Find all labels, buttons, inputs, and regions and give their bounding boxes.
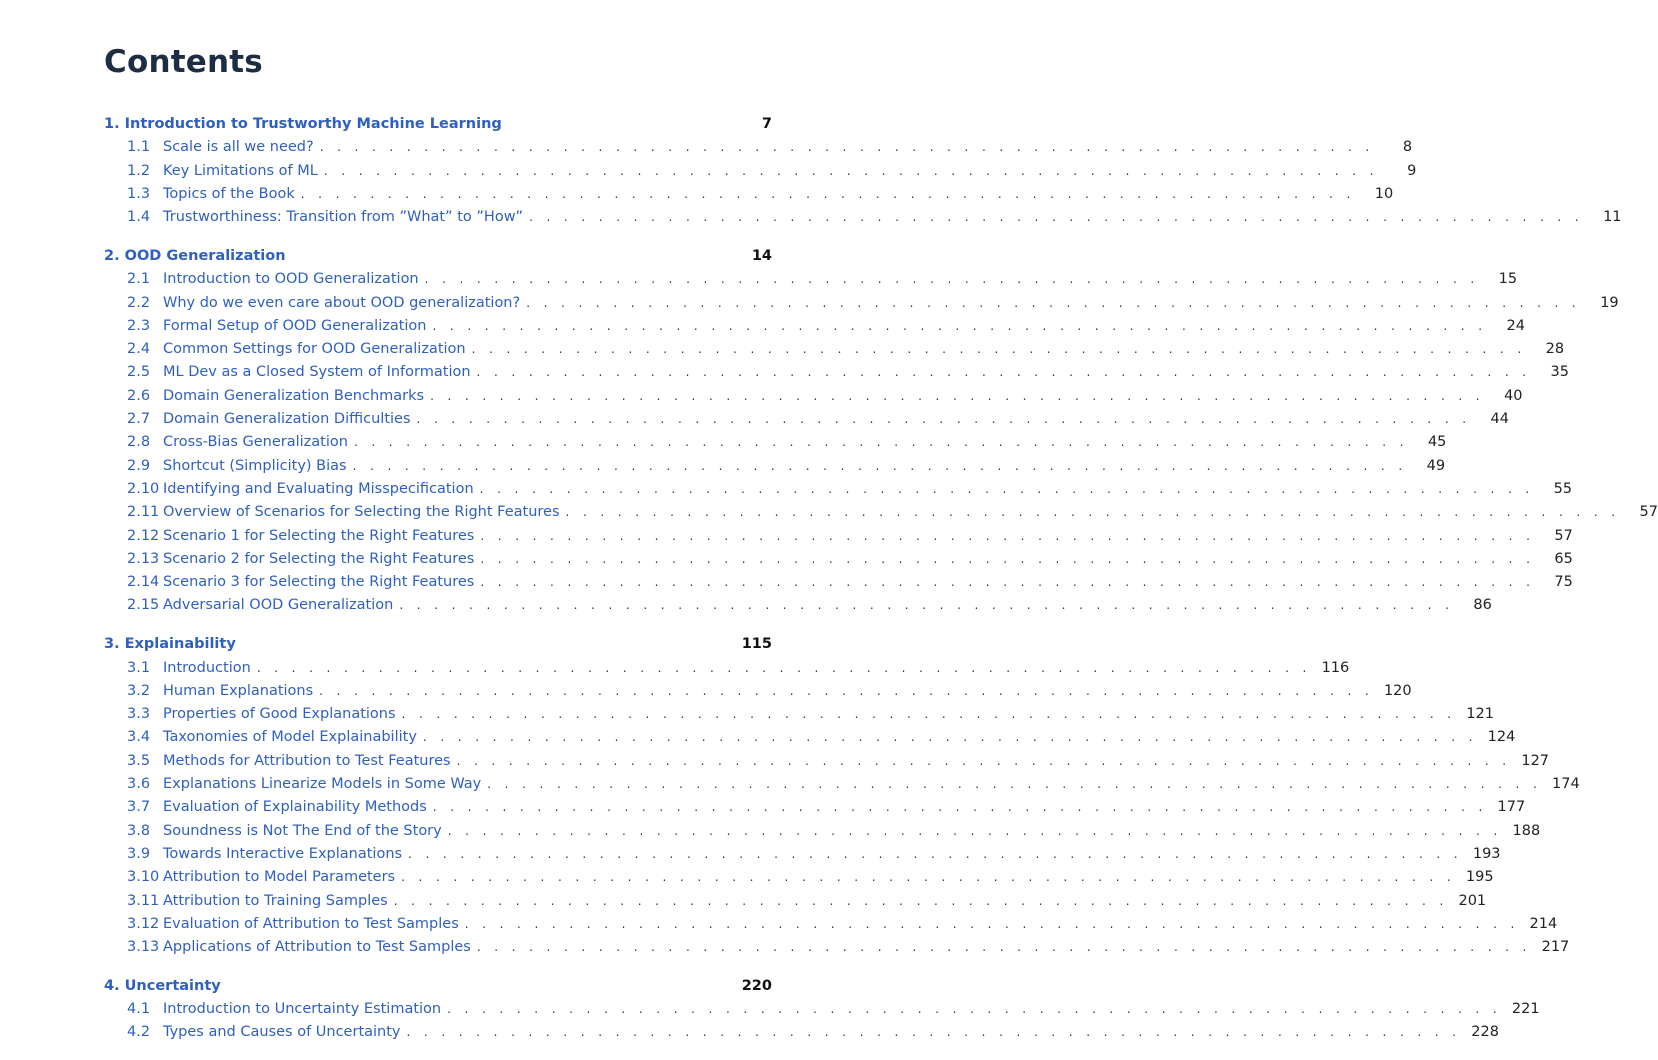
table-of-contents: [104, 113, 1658, 1060]
section-number[interactable]: 4.2: [127, 1024, 151, 1041]
section-title-link[interactable]: Shortcut (Simplicity) Bias: [163, 457, 347, 474]
dot-leader: . . . . . . . . . . . . . . . . . . . . . . . . . . . . . . . . . . . . . . . . . . . . . . . . . . . . . . . . . . . . .: [479, 481, 1535, 496]
toc-section-entry[interactable]: [104, 773, 1580, 796]
section-page-number: 15: [1498, 271, 1518, 288]
toc-section-entry[interactable]: [104, 890, 1487, 913]
section-page-number: 177: [1497, 799, 1526, 816]
section-title-link[interactable]: Taxonomies of Model Explainability: [163, 729, 417, 746]
section-number[interactable]: 1.3: [127, 185, 151, 202]
toc-section-entry[interactable]: [104, 750, 1550, 773]
toc-section-entry[interactable]: [104, 136, 1413, 159]
section-number[interactable]: 2.7: [127, 411, 151, 428]
section-page-number: 11: [1603, 209, 1622, 226]
section-page-number: 124: [1487, 729, 1516, 746]
section-title-link[interactable]: Scale is all we need?: [163, 139, 314, 156]
section-number[interactable]: 2.6: [127, 387, 151, 404]
dot-leader: . . . . . . . . . . . . . . . . . . . . . . . . . . . . . . . . . . . . . . . . . . . . . . . . . . . . . . . . . . . . .: [408, 846, 1463, 861]
dot-leader: . . . . . . . . . . . . . . . . . . . . . . . . . . . . . . . . . . . . . . . . . . . . . . . . . . . . . . . . . . . . .: [456, 753, 1512, 768]
section-title-link[interactable]: Formal Setup of OOD Generalization: [163, 317, 427, 334]
section-number[interactable]: 3.3: [127, 706, 151, 723]
toc-chapter: [104, 975, 1540, 1045]
toc-section-entry[interactable]: [104, 936, 1570, 959]
section-number[interactable]: 3.11: [127, 892, 160, 909]
dot-leader: . . . . . . . . . . . . . . . . . . . . . . . . . . . . . . . . . . . . . . . . . . . . . . . . . . . . . . . . . . . . .: [464, 916, 1520, 931]
toc-section-entry[interactable]: [104, 478, 1573, 501]
section-title-link[interactable]: Adversarial OOD Generalization: [163, 597, 394, 614]
dot-leader: . . . . . . . . . . . . . . . . . . . . . . . . . . . . . . . . . . . . . . . . . . . . . . . . . . . . . . . . . . . . .: [565, 505, 1620, 520]
dot-leader: . . . . . . . . . . . . . . . . . . . . . . . . . . . . . . . . . . . . . . . . . . . . . . . . . . . . . . . . . . . . .: [323, 163, 1379, 178]
section-number[interactable]: 3.8: [127, 822, 151, 839]
chapter-page-number: 7: [761, 116, 772, 132]
section-page-number: 193: [1472, 845, 1501, 862]
toc-section-entry[interactable]: [104, 820, 1541, 843]
toc-section-entry[interactable]: [104, 657, 1350, 680]
toc-section-entry[interactable]: [104, 292, 1619, 315]
toc-section-entry[interactable]: [104, 431, 1447, 454]
section-title-link[interactable]: Introduction to OOD Generalization: [163, 271, 419, 288]
dot-leader: . . . . . . . . . . . . . . . . . . . . . . . . . . . . . . . . . . . . . . . . . . . . . . . . . . . . . . . . . . . . .: [422, 730, 1478, 745]
section-number[interactable]: 2.8: [127, 434, 151, 451]
toc-section-entry[interactable]: [104, 408, 1509, 431]
section-page-number: 45: [1427, 434, 1447, 451]
toc-chapter: [104, 245, 1658, 618]
toc-section-entry[interactable]: [104, 315, 1525, 338]
section-title-link[interactable]: Key Limitations of ML: [163, 162, 318, 179]
toc-chapter-entry[interactable]: [104, 633, 772, 656]
section-number[interactable]: 3.12: [127, 915, 160, 932]
chapter-title-link[interactable]: 1. Introduction to Trustworthy Machine Learning: [104, 116, 502, 132]
section-title-link[interactable]: Trustworthiness: Transition from ”What” to ”How”: [163, 209, 524, 226]
section-page-number: 44: [1490, 411, 1509, 428]
section-number[interactable]: 2.10: [127, 480, 160, 497]
toc-section-entry[interactable]: [104, 1021, 1499, 1044]
toc-section-entry[interactable]: [104, 594, 1492, 617]
toc-section-entry[interactable]: [104, 160, 1417, 183]
section-number[interactable]: 2.15: [127, 597, 160, 614]
section-page-number: 195: [1465, 869, 1494, 886]
section-number[interactable]: 3.9: [127, 845, 151, 862]
section-page-number: 24: [1506, 317, 1525, 334]
dot-leader: . . . . . . . . . . . . . . . . . . . . . . . . . . . . . . . . . . . . . . . . . . . . . . . . . . . . . . . . . . . . .: [406, 1025, 1461, 1040]
chapter-page-number: 14: [751, 247, 772, 264]
toc-section-entry[interactable]: [104, 998, 1540, 1021]
section-number[interactable]: 3.6: [127, 776, 151, 793]
section-title-link[interactable]: Topics of the Book: [163, 185, 295, 202]
toc-section-entry[interactable]: [104, 726, 1516, 749]
section-title-link[interactable]: Domain Generalization Benchmarks: [163, 387, 425, 404]
section-title-link[interactable]: Towards Interactive Explanations: [163, 845, 403, 862]
dot-leader: . . . . . . . . . . . . . . . . . . . . . . . . . . . . . . . . . . . . . . . . . . . . . . . . . . . . . . . . . . . . .: [447, 823, 1503, 838]
toc-section-entry[interactable]: [104, 385, 1523, 408]
section-page-number: 127: [1521, 752, 1550, 769]
section-page-number: 55: [1553, 480, 1573, 497]
dot-leader: . . . . . . . . . . . . . . . . . . . . . . . . . . . . . . . . . . . . . . . . . . . . . . . . . . . . . . . . . . . . .: [256, 660, 1312, 675]
section-page-number: 35: [1550, 364, 1569, 381]
section-number[interactable]: 3.13: [127, 939, 160, 956]
dot-leader: . . . . . . . . . . . . . . . . . . . . . . . . . . . . . . . . . . . . . . . . . . . . . . . . . . . . . . . . . . . . .: [393, 893, 1449, 908]
toc-section-entry[interactable]: [104, 866, 1494, 889]
section-number[interactable]: 2.11: [127, 504, 160, 521]
dot-leader: . . . . . . . . . . . . . . . . . . . . . . . . . . . . . . . . . . . . . . . . . . . . . . . . . . . . . . . . . . . . .: [300, 186, 1356, 201]
dot-leader: . . . . . . . . . . . . . . . . . . . . . . . . . . . . . . . . . . . . . . . . . . . . . . . . . . . . . . . . . . . . .: [416, 412, 1471, 427]
toc-section-entry[interactable]: [104, 796, 1526, 819]
dot-leader: . . . . . . . . . . . . . . . . . . . . . . . . . . . . . . . . . . . . . . . . . . . . . . . . . . . . . . . . . . . . .: [399, 598, 1454, 613]
section-title-link[interactable]: Why do we even care about OOD generalization?: [163, 294, 521, 311]
chapter-title-link[interactable]: 2. OOD Generalization: [104, 247, 286, 264]
section-title-link[interactable]: Evaluation of Explainability Methods: [163, 799, 427, 816]
section-title-link[interactable]: Attribution to Model Parameters: [163, 869, 396, 886]
toc-chapter-entry[interactable]: [104, 975, 772, 998]
section-number[interactable]: 2.4: [127, 341, 151, 358]
section-page-number: 28: [1545, 341, 1565, 358]
section-number[interactable]: 3.10: [127, 869, 160, 886]
section-title-link[interactable]: Scenario 2 for Selecting the Right Features: [163, 550, 475, 567]
section-number[interactable]: 3.1: [127, 659, 151, 676]
dot-leader: . . . . . . . . . . . . . . . . . . . . . . . . . . . . . . . . . . . . . . . . . . . . . . . . . . . . . . . . . . . . .: [476, 940, 1532, 955]
section-title-link[interactable]: Methods for Attribution to Test Features: [163, 752, 451, 769]
toc-section-entry[interactable]: [104, 268, 1518, 291]
dot-leader: . . . . . . . . . . . . . . . . . . . . . . . . . . . . . . . . . . . . . . . . . . . . . . . . . . . . . . . . . . . . .: [432, 318, 1487, 333]
toc-section-entry[interactable]: [104, 843, 1501, 866]
section-title-link[interactable]: Introduction: [163, 659, 251, 676]
dot-leader: . . . . . . . . . . . . . . . . . . . . . . . . . . . . . . . . . . . . . . . . . . . . . . . . . . . . . . . . . . . . .: [401, 870, 1456, 885]
section-number[interactable]: 2.5: [127, 364, 151, 381]
toc-chapter-entry[interactable]: [104, 113, 772, 136]
section-title-link[interactable]: Explanations Linearize Models in Some Way: [163, 776, 482, 793]
page-title: Contents: [104, 44, 263, 80]
dot-leader: . . . . . . . . . . . . . . . . . . . . . . . . . . . . . . . . . . . . . . . . . . . . . . . . . . . . . . . . . . . . .: [526, 295, 1581, 310]
chapter-title-link[interactable]: 3. Explainability: [104, 636, 236, 653]
section-number[interactable]: 3.7: [127, 799, 151, 816]
section-title-link[interactable]: Applications of Attribution to Test Samples: [163, 939, 471, 956]
section-number[interactable]: 2.3: [127, 317, 151, 334]
section-page-number: 188: [1512, 822, 1541, 839]
section-page-number: 228: [1471, 1024, 1499, 1041]
section-page-number: 174: [1552, 776, 1580, 793]
section-page-number: 10: [1374, 185, 1394, 202]
section-title-link[interactable]: Introduction to Uncertainty Estimation: [163, 1001, 442, 1018]
toc-section-entry[interactable]: [104, 525, 1573, 548]
dot-leader: . . . . . . . . . . . . . . . . . . . . . . . . . . . . . . . . . . . . . . . . . . . . . . . . . . . . . . . . . . . . .: [487, 777, 1542, 792]
section-number[interactable]: 2.2: [127, 294, 151, 311]
section-number[interactable]: 2.12: [127, 527, 160, 544]
section-page-number: 86: [1473, 597, 1492, 614]
section-title-link[interactable]: Attribution to Training Samples: [163, 892, 388, 909]
toc-section-entry[interactable]: [104, 571, 1573, 594]
dot-leader: . . . . . . . . . . . . . . . . . . . . . . . . . . . . . . . . . . . . . . . . . . . . . . . . . . . . . . . . . . . . .: [319, 683, 1374, 698]
section-page-number: 120: [1383, 682, 1412, 699]
section-title-link[interactable]: Cross-Bias Generalization: [163, 434, 348, 451]
section-page-number: 19: [1600, 294, 1619, 311]
section-page-number: 121: [1466, 706, 1494, 723]
section-number[interactable]: 1.2: [127, 162, 151, 179]
section-page-number: 75: [1554, 574, 1573, 591]
toc-section-entry[interactable]: [104, 455, 1446, 478]
dot-leader: . . . . . . . . . . . . . . . . . . . . . . . . . . . . . . . . . . . . . . . . . . . . . . . . . . . . . . . . . . . . .: [480, 528, 1535, 543]
section-page-number: 65: [1554, 550, 1573, 567]
section-title-link[interactable]: Scenario 1 for Selecting the Right Features: [163, 527, 475, 544]
toc-section-entry[interactable]: [104, 680, 1412, 703]
toc-section-entry[interactable]: [104, 206, 1622, 229]
toc-chapter-entry[interactable]: [104, 245, 772, 268]
dot-leader: . . . . . . . . . . . . . . . . . . . . . . . . . . . . . . . . . . . . . . . . . . . . . . . . . . . . . . . . . . . . .: [529, 210, 1584, 225]
section-title-link[interactable]: Common Settings for OOD Generalization: [163, 341, 466, 358]
dot-leader: . . . . . . . . . . . . . . . . . . . . . . . . . . . . . . . . . . . . . . . . . . . . . . . . . . . . . . . . . . . . .: [352, 458, 1408, 473]
section-number[interactable]: 2.14: [127, 574, 160, 591]
section-page-number: 49: [1426, 457, 1446, 474]
dot-leader: . . . . . . . . . . . . . . . . . . . . . . . . . . . . . . . . . . . . . . . . . . . . . . . . . . . . . . . . . . . . .: [480, 575, 1535, 590]
toc-section-entry[interactable]: [104, 361, 1569, 384]
section-title-link[interactable]: Overview of Scenarios for Selecting the Right Features: [163, 504, 560, 521]
dot-leader: . . . . . . . . . . . . . . . . . . . . . . . . . . . . . . . . . . . . . . . . . . . . . . . . . . . . . . . . . . . . .: [476, 365, 1531, 380]
toc-section-entry[interactable]: [104, 338, 1565, 361]
section-number[interactable]: 2.13: [127, 550, 160, 567]
chapter-title-link[interactable]: 4. Uncertainty: [104, 977, 221, 994]
section-page-number: 57: [1639, 504, 1658, 521]
section-title-link[interactable]: Evaluation of Attribution to Test Samples: [163, 915, 459, 932]
dot-leader: . . . . . . . . . . . . . . . . . . . . . . . . . . . . . . . . . . . . . . . . . . . . . . . . . . . . . . . . . . . . .: [424, 272, 1480, 287]
toc-chapter: [104, 633, 1580, 959]
section-number[interactable]: 3.2: [127, 682, 151, 699]
section-page-number: 9: [1407, 162, 1417, 179]
toc-section-entry[interactable]: [104, 703, 1494, 726]
dot-leader: . . . . . . . . . . . . . . . . . . . . . . . . . . . . . . . . . . . . . . . . . . . . . . . . . . . . . . . . . . . . .: [401, 707, 1456, 722]
section-page-number: 214: [1529, 915, 1558, 932]
section-title-link[interactable]: Human Explanations: [163, 682, 314, 699]
toc-section-entry[interactable]: [104, 548, 1573, 571]
dot-leader: . . . . . . . . . . . . . . . . . . . . . . . . . . . . . . . . . . . . . . . . . . . . . . . . . . . . . . . . . . . . .: [353, 435, 1409, 450]
section-page-number: 8: [1402, 139, 1413, 156]
dot-leader: . . . . . . . . . . . . . . . . . . . . . . . . . . . . . . . . . . . . . . . . . . . . . . . . . . . . . . . . . . . . .: [319, 140, 1375, 155]
section-page-number: 40: [1504, 387, 1523, 404]
section-page-number: 217: [1541, 939, 1570, 956]
section-page-number: 201: [1458, 892, 1487, 909]
section-number[interactable]: 2.1: [127, 271, 151, 288]
toc-section-entry[interactable]: [104, 501, 1658, 524]
toc-section-entry[interactable]: [104, 183, 1394, 206]
section-title-link[interactable]: Soundness is Not The End of the Story: [163, 822, 442, 839]
section-title-link[interactable]: Identifying and Evaluating Misspecification: [163, 480, 474, 497]
section-title-link[interactable]: Properties of Good Explanations: [163, 706, 396, 723]
section-title-link[interactable]: Scenario 3 for Selecting the Right Features: [163, 574, 475, 591]
dot-leader: . . . . . . . . . . . . . . . . . . . . . . . . . . . . . . . . . . . . . . . . . . . . . . . . . . . . . . . . . . . . .: [480, 551, 1535, 566]
section-number[interactable]: 3.4: [127, 729, 151, 746]
section-title-link[interactable]: Domain Generalization Difficulties: [163, 411, 411, 428]
section-number[interactable]: 3.5: [127, 752, 151, 769]
section-page-number: 116: [1321, 659, 1350, 676]
toc-section-entry[interactable]: [104, 913, 1558, 936]
section-title-link[interactable]: Types and Causes of Uncertainty: [163, 1024, 401, 1041]
dot-leader: . . . . . . . . . . . . . . . . . . . . . . . . . . . . . . . . . . . . . . . . . . . . . . . . . . . . . . . . . . . . .: [430, 388, 1485, 403]
section-number[interactable]: 4.1: [127, 1001, 151, 1018]
chapter-page-number: 220: [741, 977, 772, 994]
section-title-link[interactable]: ML Dev as a Closed System of Information: [163, 364, 471, 381]
toc-chapter: [104, 113, 1622, 229]
section-number[interactable]: 1.1: [127, 139, 151, 156]
dot-leader: . . . . . . . . . . . . . . . . . . . . . . . . . . . . . . . . . . . . . . . . . . . . . . . . . . . . . . . . . . . . .: [447, 1002, 1502, 1017]
section-number[interactable]: 2.9: [127, 457, 151, 474]
section-page-number: 57: [1554, 527, 1573, 544]
dot-leader: . . . . . . . . . . . . . . . . . . . . . . . . . . . . . . . . . . . . . . . . . . . . . . . . . . . . . . . . . . . . .: [432, 800, 1488, 815]
section-page-number: 221: [1511, 1001, 1540, 1018]
dot-leader: . . . . . . . . . . . . . . . . . . . . . . . . . . . . . . . . . . . . . . . . . . . . . . . . . . . . . . . . . . . . .: [471, 342, 1527, 357]
section-number[interactable]: 1.4: [127, 209, 151, 226]
chapter-page-number: 115: [741, 636, 772, 653]
